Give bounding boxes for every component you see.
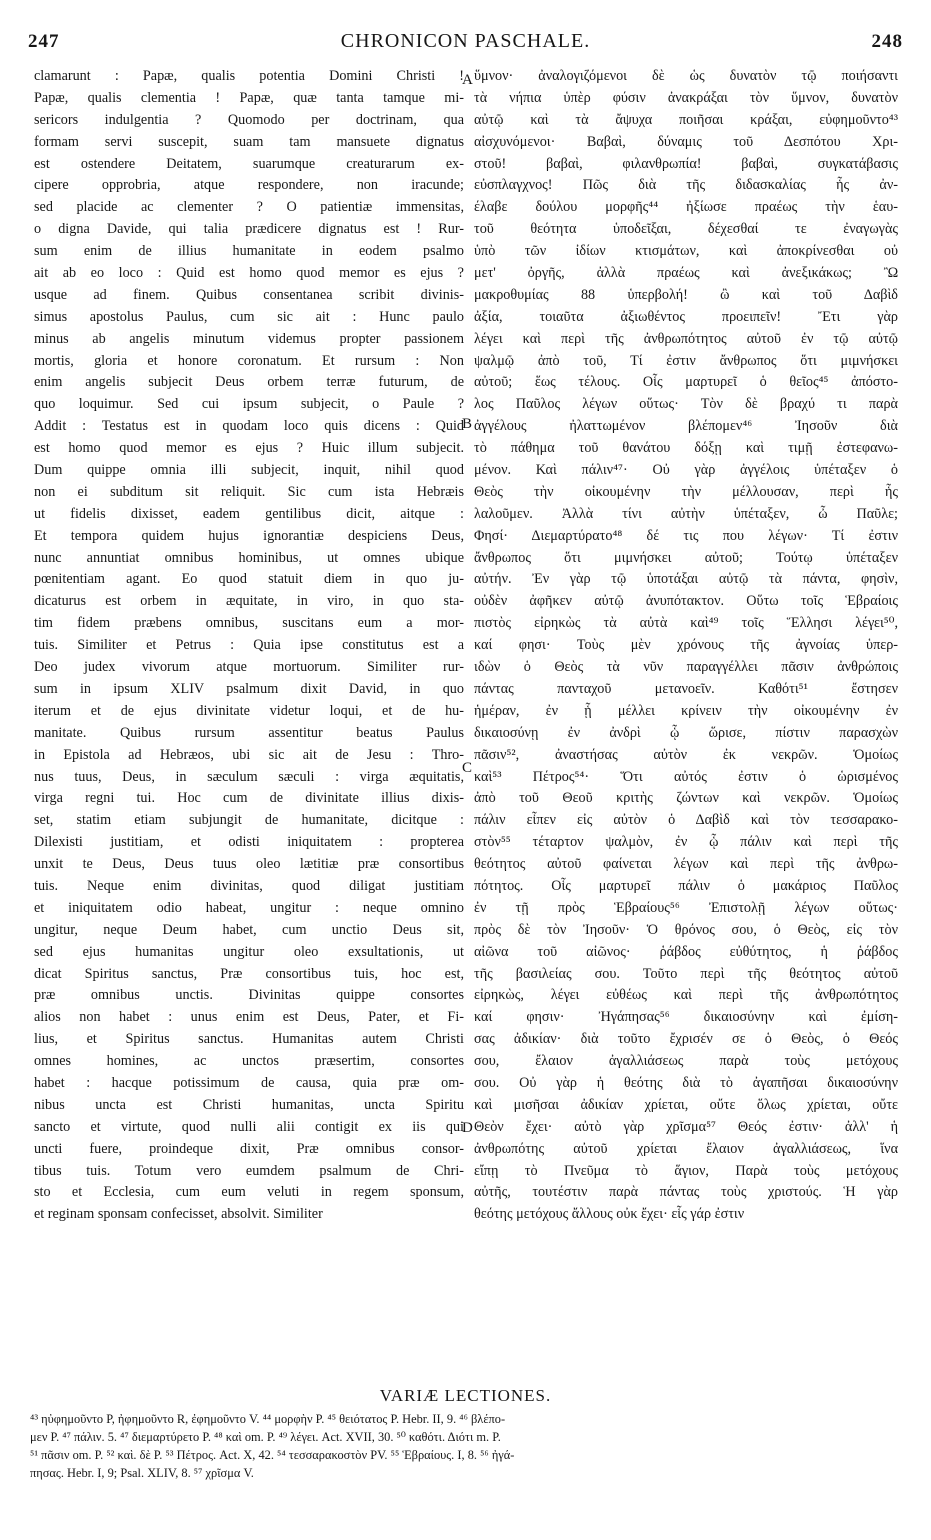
text-line: λος Παῦλος λέγων οὕτως· Τὸν δὲ βραχύ τι παρὰ <box>474 396 898 413</box>
text-line: virga regni tui. Hoc cum de divinitate illius dixis- <box>34 790 464 807</box>
text-line: cipere opprobria, atque respondere, non iracunde; <box>34 177 464 194</box>
page-title: CHRONICON PASCHALE. <box>340 30 591 52</box>
text-line: Θεὸς τὴν οἰκουμένην τὴν μέλλουσαν, περὶ ἧς <box>474 483 898 500</box>
text-line: εἰρηκὼς, λέγει εὐθέως καὶ περὶ τῆς ἀνθρωπότητος <box>474 987 898 1004</box>
text-line: sed placide ac clementer ? O patientiæ immensitas, <box>34 199 464 216</box>
text-line: δικαιοσύνῃ ἐν ἀνδρὶ ᾧ ὥρισε, πίστιν παρασχὼν <box>474 724 898 741</box>
text-line: ἡμέραν, ἐν ᾗ μέλλει κρίνειν τὴν οἰκουμένην ἐν <box>474 702 898 719</box>
text-line: uncti fuere, proindeque dixit, Præ omnibus consor- <box>34 1140 464 1157</box>
text-line: ὕμνον· ἀναλογιζόμενοι δὲ ὡς δυνατὸν τῷ ποιήσαντι <box>474 68 898 84</box>
text-line: minus ab angelis minutum videmus propter passionem <box>34 330 464 347</box>
text-line: Φησί· Διεμαρτύρατο⁴⁸ δέ τις που λέγων· Τί ἐστιν <box>474 527 898 544</box>
text-line: πότητος. Οἷς μαρτυρεῖ πάλιν ὁ μακάριος Παῦλος <box>474 877 898 894</box>
text-line: θεότης μετόχους ἄλλους οὐκ ἔχει· εἷς γάρ ἐστιν <box>474 1206 745 1223</box>
text-line: sericors indulgentia ? Quomodo per doctrinam, qua <box>34 111 464 128</box>
text-line: Θεὸν ἔχει· αὐτὸ γὰρ χρῖσμα⁵⁷ Θεός ἐστιν· ἀλλ' ἡ <box>474 1118 898 1135</box>
text-line: est ostendere Deitatem, suarumque creaturarum ex- <box>34 155 464 172</box>
text-line: enim angelis subjecit Deus orbem terræ futurum, de <box>34 374 464 391</box>
text-line: Addit : Testatus est in quodam loco quis dicens : Quid <box>34 418 464 435</box>
text-line: habet : hacque potissimum de causa, quia præ om- <box>34 1074 464 1091</box>
text-line: sed ejus humanitas ungitur oleo exsultationis, ut <box>34 943 464 960</box>
text-line: ιδὼν ὁ Θεὸς τὰ νῦν παραγγέλλει πᾶσιν ἀνθρώποις <box>474 659 898 676</box>
text-line: unxit te Deus, Deus tuus oleo lætitiæ præ consortibus <box>34 856 464 873</box>
text-line: non ei subditum sit reliquit. Sic cum ista Hebræis <box>34 483 464 500</box>
text-line: στὸν⁵⁵ τέταρτον ψαλμὸν, ἐν ᾧ πάλιν καὶ περὶ τῆς <box>474 834 898 851</box>
text-line: εἴπῃ τὸ Πνεῦμα τὸ ἅγιον, Παρὰ τοὺς μετόχους <box>474 1162 898 1179</box>
text-line: ἀνθρωπότης αὐτοῦ χρίεται ἔλαιον ἀγαλλιάσεως, ἵνα <box>474 1140 898 1157</box>
text-line: Et tempora quidem hujus ignorantiæ despiciens Deus, <box>34 527 464 544</box>
text-line: καὶ μισῆσαι ἀδικίαν χρίεται, οὔτε ὅλως χρίεται, οὔτε <box>474 1096 898 1113</box>
text-line: πᾶσιν⁵², ἀναστήσας αὐτὸν ἐκ νεκρῶν. Ὁμοίως <box>474 746 898 763</box>
text-line: quo loquimur. Sed cui ipsum subjecit, o Paule ? <box>34 396 464 413</box>
text-line: omnes homines, ac unctos præsertim, consortes <box>34 1053 464 1070</box>
text-line: λέγει καὶ περὶ τῆς ἀνθρωπότητος αὐτοῦ ἐν τῷ αὐτῷ <box>474 330 898 347</box>
text-line: αὐτήν. Ἐν γὰρ τῷ ὑποτάξαι αὐτῷ τὰ πάντα, φησὶν, <box>474 571 898 588</box>
text-line: sum in ipsum XLIV psalmum dixit David, in quo <box>34 680 464 697</box>
text-line: τοῦ θεότητα ὑποδεῖξαι, δέχεσθαί τε ἐναγωγὰς <box>474 221 898 238</box>
text-line: ἄνθρωπος ὅτι μιμνήσκει αὐτοῦ; Τούτῳ ὑπέταξεν <box>474 549 898 566</box>
note-line: ⁵¹ πᾶσιν om. P. ⁵² καὶ. δὲ P. ⁵³ Πέτρος. Act. X, 42. ⁵⁴ τεσσαρακοστὸν PV. ⁵⁵ Ἑβραίους. I, 8. ⁵⁶ ἠγά- <box>30 1448 515 1462</box>
text-line: πάντας πανταχοῦ μετανοεῖν. Καθότι⁵¹ ἔστησεν <box>474 680 898 697</box>
text-line: est homo quod memor es ejus ? Huic illum subjecit. <box>34 440 464 457</box>
variae-lectiones-title: VARIÆ LECTIONES. <box>379 1386 552 1405</box>
text-line: ungitur, neque Deum habet, cum unctio Deus sit, <box>34 921 464 938</box>
text-line: οὐδὲν ἀφῆκεν αὐτῷ ἀνυπότακτον. Οὕτω τοῖς Ἑβραίοις <box>474 593 898 610</box>
section-marker-a: A <box>462 72 473 88</box>
text-line: ἀγγέλους ἠλαττωμένον βλέπομεν⁴⁶ Ἰησοῦν διὰ <box>474 418 898 435</box>
text-line: præ omnibus unctis. Divinitas quippe consortes <box>34 987 464 1004</box>
text-line: πρὸς δὲ τὸν Ἰησοῦν· Ὁ θρόνος σου, ὁ Θεὸς, εἰς τὸν <box>474 921 898 938</box>
right-page-number: 248 <box>871 31 903 52</box>
text-line: sancto et virtute, quod nulli alii contigit ex iis qui <box>34 1118 464 1135</box>
text-line: αἰσχυνόμενοι· Βαβαὶ, δύναμις τοῦ Δεσπότου Χρι- <box>474 133 898 150</box>
text-line: στοῦ! βαβαὶ, φιλανθρωπία! βαβαὶ, συγκατάβασις <box>474 155 898 172</box>
text-line: σου, ἔλαιον ἀγαλλιάσεως παρὰ τοὺς μετόχους <box>474 1053 898 1070</box>
text-line: clamarunt : Papæ, qualis potentia Domini Christi ! <box>34 68 464 84</box>
text-line: τῆς βασιλείας σου. Τοῦτο περὶ τῆς θεότητος αὐτοῦ <box>474 965 898 982</box>
text-line: πάλιν εἶπεν εἰς αὐτὸν ὁ Δαβὶδ καὶ τὸν τεσσαρακο- <box>474 812 898 829</box>
text-line: lius, et Spiritus sanctus. Humanitas autem Christi <box>34 1031 464 1048</box>
text-line: tuis. Neque enim divinitas, quod diligat justitiam <box>34 877 464 894</box>
variant-readings <box>30 1410 900 1482</box>
text-line: in Epistola ad Hebræos, ubi sic ait de Jesu : Thro- <box>34 746 464 763</box>
text-line: μετ' ὀργῆς, ἀλλὰ πραέως καὶ ἀνεξικάκως; Ὢ <box>474 265 898 282</box>
text-line: o digna Davide, qui talia prædicere dignatus est ! Rur- <box>34 221 464 238</box>
section-marker-d: D <box>462 1120 473 1136</box>
text-line: ὑπὸ τῶν ἰδίων κτισμάτων, καὶ ἀποκρίνεσθαι οὐ <box>474 243 898 260</box>
text-line: pœnitentiam agant. Eo quod statuit diem in quo ju- <box>34 571 464 588</box>
text-line: σας ἀδικίαν· διὰ τοῦτο ἔχρισέν σε ὁ Θεὸς, ὁ Θεός <box>474 1031 898 1048</box>
text-line: Dilexisti justitiam, et odisti iniquitatem : propterea <box>34 834 464 851</box>
latin-column <box>34 66 464 1226</box>
text-line: καί φησιν· Ἠγάπησας⁵⁶ δικαιοσύνην καὶ ἐμίση- <box>474 1009 898 1026</box>
greek-column <box>474 66 898 1226</box>
text-line: αἰῶνα τοῦ αἰῶνος· ῥάβδος εὐθύτητος, ἡ ῥάβδος <box>474 943 898 960</box>
text-line: et reginam sponsam confecisset, absolvit. Similiter <box>34 1206 323 1223</box>
text-line: ἐν τῇ πρὸς Ἑβραίους⁵⁶ Ἐπιστολῇ λέγων οὕτως· <box>474 899 898 916</box>
text-line: Deo judex vivorum atque mortuorum. Similiter rur- <box>34 659 464 676</box>
text-line: tim fidem præbens omnibus, suscitans eum a mor- <box>34 615 464 632</box>
text-line: θεότητος αὐτοῦ φαίνεται λέγων καὶ περὶ τῆς ἀνθρω- <box>474 856 898 873</box>
text-line: tibus tuis. Totum vero eumdem psalmum de Chri- <box>34 1162 464 1179</box>
text-line: nus tuus, Deus, in sæculum sæculi : virga æquitatis, <box>34 768 464 785</box>
text-line: καί φησι· Τοὺς μὲν χρόνους τῆς ἀγνοίας ὑπερ- <box>474 637 898 654</box>
text-line: τὰ νήπια ὑπὲρ φύσιν ἀνακράξαι τὸν ὕμνον, δυνατὸν <box>474 89 898 106</box>
text-line: iterum et de ejus divinitate videtur loqui, et de hu- <box>34 702 464 719</box>
text-line: et iniquitatem odio habeat, ungitur : neque omnino <box>34 899 464 916</box>
text-line: nibus uncta est Christi humanitas, uncta Spiritu <box>34 1096 464 1113</box>
note-line: ⁴³ ηὐφημοῦντο P, ἠφημοῦντο R, ἐφημοῦντο V. ⁴⁴ μορφὴν P. ⁴⁵ θειότατος P. Hebr. II, 9. ⁴⁶ βλέπο- <box>30 1412 506 1426</box>
text-line: τὸ πάθημα τοῦ θανάτου δόξῃ καὶ τιμῇ ἐστεφανω- <box>474 440 898 457</box>
text-line: alios non habet : unus enim est Deus, Pater, et Fi- <box>34 1009 464 1026</box>
text-line: mortis, gloria et honore coronatum. Et rursum : Non <box>34 352 464 369</box>
text-line: αὐτοῦ; ἕως τέλους. Οἷς μαρτυρεῖ ὁ θεῖος⁴⁵ ἀπόστο- <box>474 374 898 391</box>
text-line: usque ad finem. Quibus consentanea scribit divinis- <box>34 286 464 303</box>
text-line: αὐτῷ καὶ τὰ ἄψυχα ποιῆσαι κράξαι, εὐφημοῦντο⁴³ <box>474 111 898 128</box>
text-line: έλαβε δούλου μορφῆς⁴⁴ ἠξίωσε πραέως τὴν ἑαυ- <box>474 199 898 216</box>
text-line: dicat Spiritus sanctus, Præ consortibus tuis, hoc est, <box>34 965 464 982</box>
text-line: αὐτῆς, τουτέστιν παρὰ πάντας τοὺς χριστούς. Ἡ γὰρ <box>474 1184 898 1201</box>
section-marker-c: C <box>462 760 473 776</box>
text-line: ἀπὸ τοῦ Θεοῦ κριτὴς ζώντων καὶ νεκρῶν. Ὁμοίως <box>474 790 898 807</box>
text-line: καὶ⁵³ Πέτρος⁵⁴· Ὅτι αὐτός ἐστιν ὁ ὡρισμένος <box>474 768 898 785</box>
text-line: ἀξία, τοιαῦτα ἀξιωθέντος προειπεῖν! Ἔτι γὰρ <box>474 308 898 325</box>
text-line: set, statim etiam subjungit de humanitate, dicitque : <box>34 812 464 829</box>
text-line: εὐσπλαγχνος! Πῶς διὰ τῆς διδασκαλίας ἧς ἀν- <box>474 177 898 194</box>
text-line: μένον. Καὶ πάλιν⁴⁷· Οὐ γὰρ ἀγγέλοις ὑπέταξεν ὁ <box>474 462 898 479</box>
text-line: sum enim de illius humanitate in eodem psalmo <box>34 243 464 260</box>
text-line: simus apostolus Paulus, cum sic ait : Hunc paulo <box>34 308 464 325</box>
text-line: ψαλμῷ ἀπὸ τοῦ, Τί ἐστιν ἄνθρωπος ὅτι μιμνήσκει <box>474 352 898 369</box>
text-line: tuis. Similiter et Petrus : Quia ipse constitutus est a <box>34 637 464 654</box>
note-line: πησας. Hebr. I, 9; Psal. XLIV, 8. ⁵⁷ χρῖσμα V. <box>30 1466 254 1480</box>
note-line: μεν P. ⁴⁷ πάλιν. 5. ⁴⁷ διεμαρτύρετο P. ⁴⁸ καὶ om. P. ⁴⁹ λέγει. Act. XVII, 30. ⁵⁰ καθότι. Διότι m. P. <box>30 1430 501 1444</box>
text-line: manitate. Quibus rursum assentitur beatus Paulus <box>34 724 464 741</box>
text-line: μακροθυμίας 88 ὑπερβολή! ὢ καὶ τοῦ Δαβὶδ <box>474 286 898 303</box>
running-header <box>28 30 903 64</box>
left-page-number: 247 <box>28 31 60 52</box>
text-line: dicaturus est orbem in æquitate, in viro, in quo sta- <box>34 593 464 610</box>
text-line: σου. Οὐ γὰρ ἡ θεότης διὰ τὸ ἀγαπῆσαι δικαιοσύνην <box>474 1074 898 1091</box>
text-line: sto et Ecclesia, cum eum veluti in regem sponsum, <box>34 1184 464 1201</box>
text-line: formam servi suscepit, suam tam mansuete dignatus <box>34 133 464 150</box>
text-line: Papæ, qualis clementia ! Papæ, quæ tanta tamque mi- <box>34 89 464 106</box>
text-line: ait ab eo loco : Quid est homo quod memor es ejus ? <box>34 265 464 282</box>
text-line: πιστὸς εἰρηκὼς τὰ αὐτὰ καὶ⁴⁹ τοῖς Ἕλλησι λέγει⁵⁰, <box>474 615 898 632</box>
text-line: nunc annuntiat omnibus hominibus, ut omnes ubique <box>34 549 464 566</box>
text-line: λαλοῦμεν. Ἀλλὰ τίνι αὐτὴν ὑπέταξεν, ὦ Παῦλε; <box>474 505 898 522</box>
text-line: Dum quippe omnia illi subjecit, inquit, nihil quod <box>34 462 464 479</box>
section-marker-b: B <box>462 416 473 432</box>
text-line: ut fidelis dixisset, eadem gentilibus dicit, aitque : <box>34 505 464 522</box>
